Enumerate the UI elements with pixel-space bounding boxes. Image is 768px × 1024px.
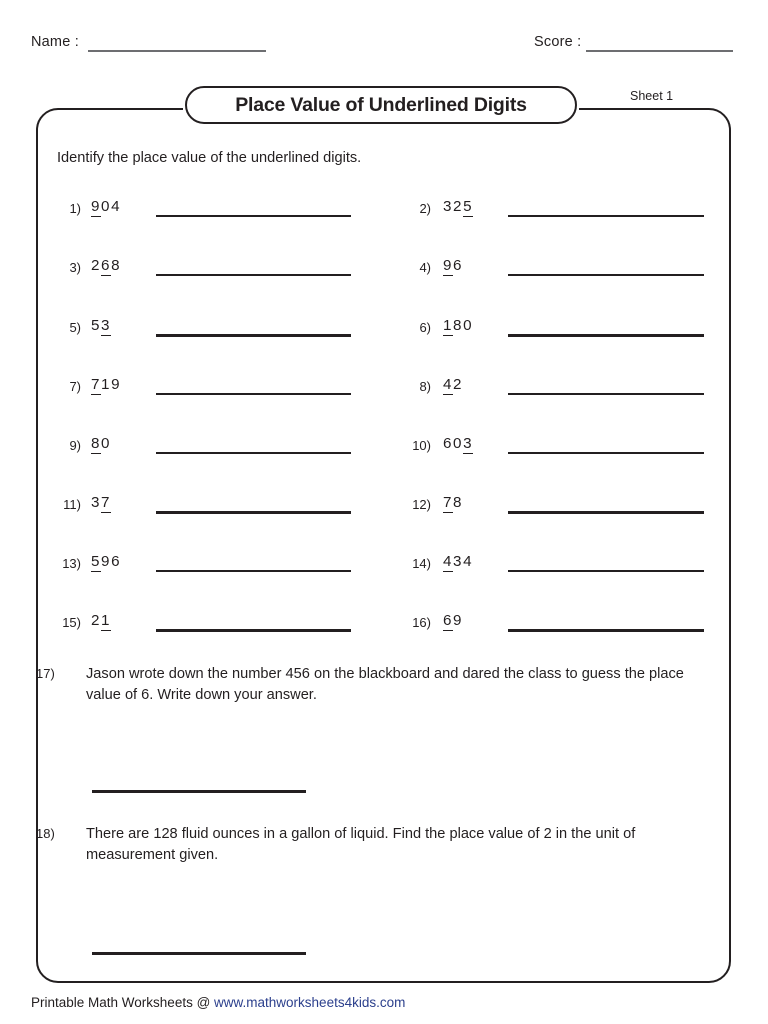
word-problem-18-answer-line[interactable]: [92, 952, 306, 955]
answer-line[interactable]: [156, 215, 351, 217]
word-problem-17-answer-line[interactable]: [92, 790, 306, 793]
instruction-text: Identify the place value of the underlined digits.: [57, 150, 362, 166]
sheet-number-label: Sheet 1: [630, 89, 674, 103]
answer-line[interactable]: [156, 570, 351, 572]
word-problem-number: 18): [36, 826, 55, 841]
answer-line[interactable]: [508, 511, 704, 514]
answer-line[interactable]: [508, 274, 704, 276]
problem-number: 3): [69, 260, 81, 275]
problem-number-value: 42: [443, 376, 464, 393]
answer-line[interactable]: [156, 511, 351, 514]
problem-number: 15): [62, 615, 81, 630]
word-problem-text: There are 128 fluid ounces in a gallon of liquid. Find the place value of 2 in the unit of measurement given.: [86, 826, 636, 863]
problem-number-value: 53: [91, 317, 112, 334]
problem-number-value: 434: [443, 553, 474, 570]
name-label: Name :: [31, 34, 79, 50]
footer-prefix: Printable Math Worksheets @: [31, 995, 215, 1010]
problem-number: 5): [69, 320, 81, 335]
problem-number-value: 21: [91, 612, 112, 629]
problem-number-value: 78: [443, 494, 464, 511]
problem-number: 4): [419, 260, 431, 275]
problem-number-value: 96: [443, 257, 464, 274]
answer-line[interactable]: [156, 629, 351, 632]
problem-number-value: 69: [443, 612, 464, 629]
answer-line[interactable]: [156, 452, 351, 454]
word-problem-text: Jason wrote down the number 456 on the blackboard and dared the class to guess the place value of 6. Write down your answer.: [86, 666, 684, 703]
answer-line[interactable]: [508, 393, 704, 395]
answer-line[interactable]: [508, 452, 704, 454]
problem-number: 8): [419, 379, 431, 394]
problem-number-value: 904: [91, 198, 122, 215]
answer-line[interactable]: [156, 334, 351, 337]
problem-number-value: 180: [443, 317, 474, 334]
word-problem-number: 17): [36, 666, 55, 681]
problem-number: 16): [412, 615, 431, 630]
problem-number-value: 719: [91, 376, 122, 393]
problem-number-value: 37: [91, 494, 112, 511]
problem-number: 9): [69, 438, 81, 453]
problem-number: 11): [63, 497, 81, 512]
answer-line[interactable]: [508, 215, 704, 217]
footer-url-link[interactable]: www.mathworksheets4kids.com: [214, 995, 406, 1010]
problem-number: 14): [412, 556, 431, 571]
title-banner: [185, 86, 577, 124]
problem-number-value: 603: [443, 435, 474, 452]
footer: [31, 995, 405, 1010]
answer-line[interactable]: [508, 334, 704, 337]
answer-line[interactable]: [508, 570, 704, 572]
problem-number: 1): [69, 201, 81, 216]
problem-number: 13): [62, 556, 81, 571]
problem-number: 7): [69, 379, 81, 394]
problem-number-value: 80: [91, 435, 112, 452]
page-title: Place Value of Underlined Digits: [235, 93, 527, 116]
score-input-line[interactable]: [586, 50, 733, 52]
problem-number: 2): [419, 201, 431, 216]
answer-line[interactable]: [156, 393, 351, 395]
problem-number-value: 268: [91, 257, 122, 274]
name-input-line[interactable]: [88, 50, 266, 52]
problem-number-value: 596: [91, 553, 122, 570]
problem-number: 12): [412, 497, 431, 512]
answer-line[interactable]: [156, 274, 351, 276]
score-label: Score :: [534, 34, 582, 50]
problem-number: 10): [412, 438, 431, 453]
problem-number-value: 325: [443, 198, 474, 215]
answer-line[interactable]: [508, 629, 704, 632]
problem-number: 6): [419, 320, 431, 335]
